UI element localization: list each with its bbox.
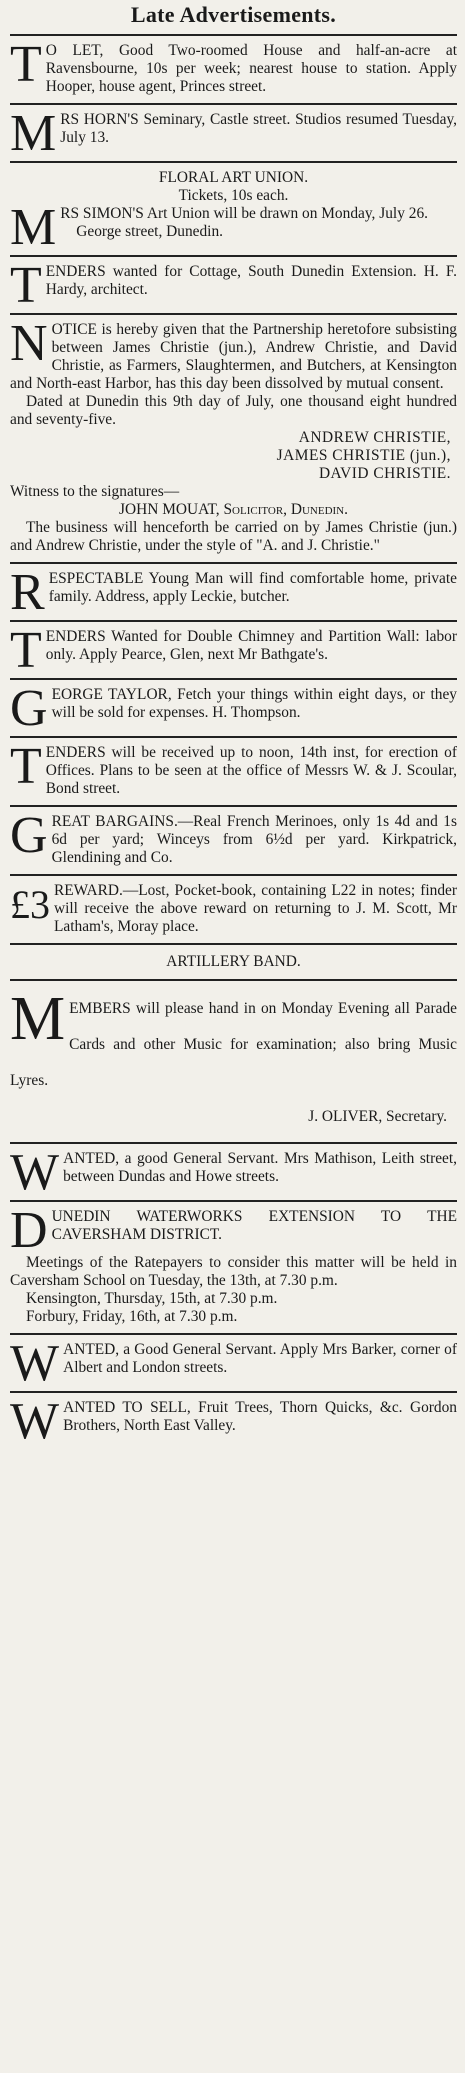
ad-to-let: [10, 36, 457, 103]
ad-tenders-offices: [10, 738, 457, 805]
ad-text: EMBERS will please hand in on Monday Evening all Parade Cards and other Music for examination; also bring Music Lyres.: [10, 1000, 457, 1089]
ad-signed: J. OLIVER, Secretary.: [308, 1108, 447, 1125]
ad-title: ARTILLERY BAND.: [166, 953, 301, 970]
ad-floral-art-union: [10, 163, 457, 255]
ad-text: ESPECTABLE Young Man will find comfortable home, private family. Address, apply Leckie, butcher.: [48, 570, 457, 605]
ad-partnership-notice: [10, 315, 457, 562]
drop-cap: M: [10, 199, 57, 255]
drop-cap: M: [10, 105, 57, 161]
drop-cap: G: [10, 680, 48, 736]
ad-wanted-to-sell: [10, 1393, 457, 1449]
witness-label: Witness to the signatures—: [10, 483, 180, 500]
ad-text: OTICE is hereby given that the Partnership heretofore subsisting between James Christie (jun.), Andrew Christie, and David Christie, as Farmers, Slaughtermen, and Butchers, at Kensington and North-east Harbor, has this day been dissolved by mutual consent.: [10, 321, 457, 392]
ad-text: ENDERS Wanted for Double Chimney and Partition Wall: labor only. Apply Pearce, Glen, next Mr Bathgate's.: [45, 628, 457, 663]
drop-cap: £3: [10, 882, 50, 927]
ad-wanted-servant-mathison: [10, 1144, 457, 1200]
drop-cap: W: [10, 1144, 60, 1200]
ad-subtitle: Tickets, 10s each.: [178, 187, 289, 204]
drop-cap: T: [10, 257, 42, 313]
ad-reward: [10, 876, 457, 943]
ad-text: ANTED, a Good General Servant. Apply Mrs Barker, corner of Albert and London streets.: [63, 1341, 457, 1376]
ad-title: FLORAL ART UNION.: [158, 169, 309, 186]
drop-cap: N: [10, 315, 48, 372]
ad-line: Forbury, Friday, 16th, at 7.30 p.m.: [26, 1308, 238, 1325]
ad-footer: The business will henceforth be carried on by James Christie (jun.) and Andrew Christie, under the style of "A. and J. Christie.": [10, 519, 457, 554]
signatory: DAVID CHRISTIE.: [318, 465, 451, 482]
ad-george-taylor: [10, 680, 457, 736]
drop-cap: T: [10, 36, 42, 93]
ad-great-bargains: [10, 807, 457, 874]
drop-cap: T: [10, 738, 42, 795]
ad-text: O LET, Good Two-roomed House and half-an-acre at Ravensbourne, 10s per week; nearest house to station. Apply Hooper, house agent, Princes street.: [45, 42, 457, 95]
ad-text: RS HORN'S Seminary, Castle street. Studios resumed Tuesday, July 13.: [60, 111, 457, 146]
signatory: ANDREW CHRISTIE,: [298, 429, 451, 446]
ad-wanted-servant-barker: [10, 1335, 457, 1391]
ad-text: REAT BARGAINS.—Real French Merinoes, only 1s 4d and 1s 6d per yard; Winceys from 6½d per yard. Kirkpatrick, Glendining and Co.: [51, 813, 457, 866]
page-heading: Late Advertisements.: [130, 2, 337, 27]
ad-tenders-cottage: [10, 257, 457, 313]
drop-cap: W: [10, 1335, 60, 1391]
ad-text: UNEDIN WATERWORKS EXTENSION TO THE CAVERSHAM DISTRICT.: [51, 1208, 457, 1243]
ad-waterworks: [10, 1202, 457, 1333]
ad-respectable-young-man: [10, 564, 457, 620]
drop-cap: T: [10, 622, 42, 678]
ad-dated: Dated at Dunedin this 9th day of July, one thousand eight hundred and seventy-five.: [10, 393, 457, 428]
drop-cap: W: [10, 1393, 60, 1449]
ad-text: ANTED TO SELL, Fruit Trees, Thorn Quicks, &c. Gordon Brothers, North East Valley.: [63, 1399, 457, 1434]
ad-tenders-chimney: [10, 622, 457, 678]
divider: [10, 979, 457, 981]
ad-seminary: [10, 105, 457, 161]
ad-paragraph: Meetings of the Ratepayers to consider this matter will be held in Caversham School on Tuesday, the 13th, at 7.30 p.m.: [10, 1254, 457, 1289]
drop-cap: R: [10, 564, 45, 620]
signatory: JAMES CHRISTIE (jun.),: [276, 447, 451, 464]
witness-name: JOHN MOUAT, Solicitor, Dunedin.: [119, 501, 348, 518]
ad-text: ENDERS wanted for Cottage, South Dunedin Extension. H. F. Hardy, architect.: [45, 263, 457, 298]
ad-text: ANTED, a good General Servant. Mrs Mathison, Leith street, between Dundas and Howe streets.: [63, 1150, 457, 1185]
drop-cap: M: [10, 985, 66, 1053]
ad-text: REWARD.—Lost, Pocket-book, containing L22 in notes; finder will receive the above reward on returning to J. M. Scott, Mr Latham's, Moray place.: [54, 882, 457, 935]
ad-text: EORGE TAYLOR, Fetch your things within eight days, or they will be sold for expenses. H. Thompson.: [51, 686, 457, 721]
ad-line: George street, Dunedin.: [76, 223, 223, 240]
ad-text: ENDERS will be received up to noon, 14th inst, for erection of Offices. Plans to be seen at the office of Messrs W. & J. Scoular, Bond street.: [45, 744, 457, 797]
ad-line: Kensington, Thursday, 15th, at 7.30 p.m.: [26, 1290, 278, 1307]
ad-artillery-band: [10, 945, 457, 1142]
drop-cap: G: [10, 807, 48, 864]
drop-cap: D: [10, 1202, 48, 1259]
ad-text: RS SIMON'S Art Union will be drawn on Monday, July 26.: [60, 205, 428, 222]
